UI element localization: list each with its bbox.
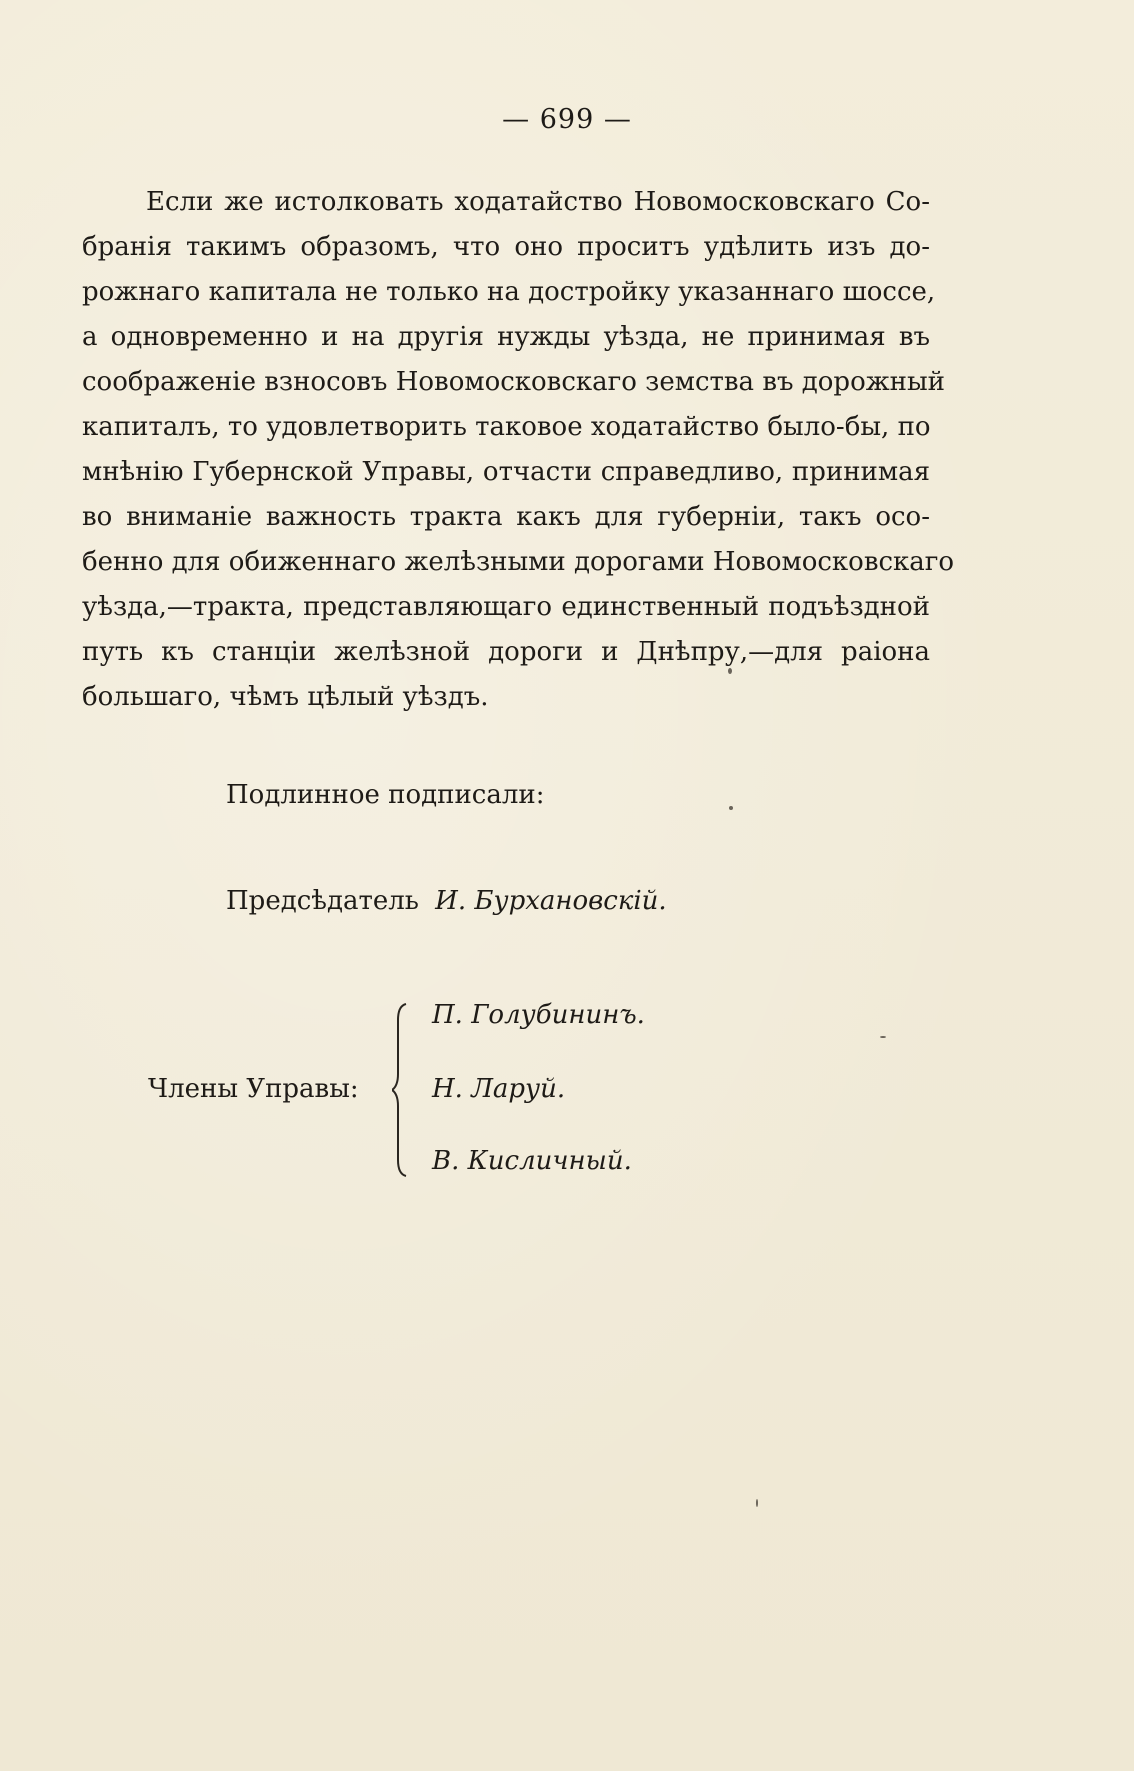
paragraph-line: Если же истолковать ходатайство Новомосковскаго Со-: [146, 187, 930, 217]
paper-speck: [880, 1036, 886, 1038]
curly-brace-icon: [392, 1000, 412, 1180]
chairman-title: Предсѣдатель: [226, 886, 419, 916]
chairman-signature: [226, 886, 667, 916]
paper-speck: [728, 668, 732, 674]
paper-speck: [756, 1499, 758, 1507]
paragraph-line: капиталъ, то удовлетворить таковое ходатайство было-бы, по: [82, 412, 931, 442]
paragraph-line: а одновременно и на другія нужды уѣзда, не принимая въ: [82, 322, 930, 352]
paragraph-line: бенно для обиженнаго желѣзными дорогами Новомосковскаго: [82, 547, 955, 577]
paper-speck: [729, 806, 733, 810]
paragraph-line: уѣзда,—тракта, представляющаго единственный подъѣздной: [82, 592, 930, 622]
members-label: Члены Управы:: [148, 1074, 359, 1104]
paragraph-line: соображеніе взносовъ Новомосковскаго земства въ дорожный: [82, 367, 945, 397]
chairman-name: И. Бурхановскій.: [435, 886, 667, 916]
paragraph-line: мнѣнію Губернской Управы, отчасти справедливо, принимая: [82, 457, 930, 487]
signed-label: Подлинное подписали:: [226, 780, 545, 810]
paragraph-line: во вниманіе важность тракта какъ для губерніи, такъ осо-: [82, 502, 930, 532]
paragraph-line: большаго, чѣмъ цѣлый уѣздъ.: [82, 682, 489, 712]
member-signature: П. Голубининъ.: [432, 1000, 645, 1030]
page-number: — 699 —: [502, 104, 632, 135]
paragraph-line: путь къ станціи желѣзной дороги и Днѣпру,—для раіона: [82, 637, 930, 667]
paragraph-line: бранія такимъ образомъ, что оно проситъ удѣлить изъ до-: [82, 232, 930, 262]
body-paragraph: [82, 180, 955, 720]
paragraph-line: рожнаго капитала не только на достройку указаннаго шоссе,: [82, 277, 936, 307]
member-signature: Н. Ларуй.: [432, 1074, 566, 1104]
member-signature: В. Кисличный.: [432, 1146, 632, 1176]
